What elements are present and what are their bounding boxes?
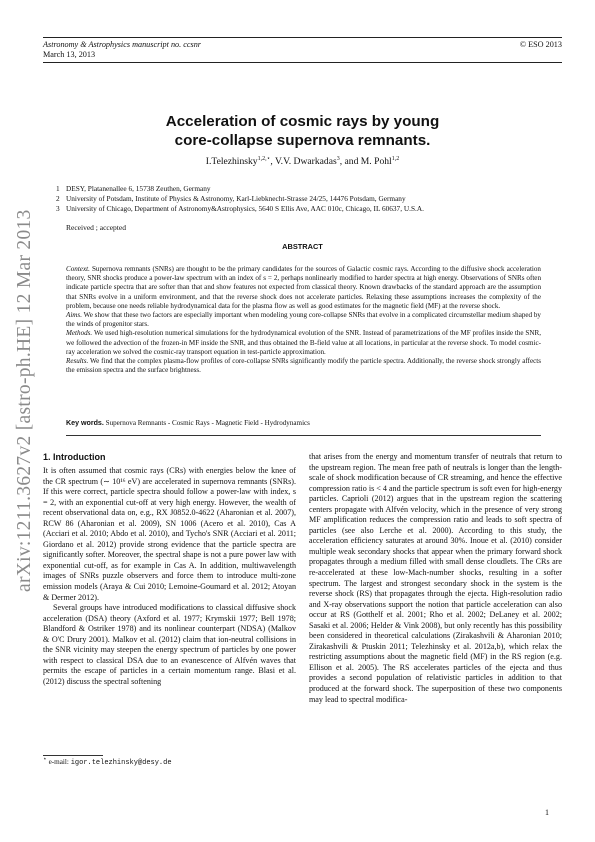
title-line-2: core-collapse supernova remnants. bbox=[174, 132, 431, 149]
author: V.V. Dwarkadas bbox=[274, 156, 337, 167]
received-line: Received ; accepted bbox=[66, 223, 126, 232]
abstract-context: Context. Supernova remnants (SNRs) are thought to be the primary candidates for the sources of Galactic cosmic rays. According to the diffusive shock acceleration theory, SNR shocks produce a power-law spectrum with an index of s = 2, perhaps nonlinearly modified to harder spectra at high energy. Observations of SNRs often indicate particle spectra that are softer than that and show features not expected from classical theory. Known drawbacks of the standard approach are the assumption that SNRs evolve in a uniform environment, and that the reverse shock does not accelerate particles. Relaxing these assumptions increases the complexity of the problem, because one needs reliable hydrodynamical data for the plasma flow as well as good estimates for the magnetic field (MF) at the reverse shock. bbox=[66, 265, 541, 310]
page-number: 1 bbox=[545, 808, 549, 817]
author: I.Telezhinsky bbox=[205, 156, 258, 167]
affiliation: 2 University of Potsdam, Institute of Physics & Astronomy, Karl-Liebknecht-Strasse 24/25, 14476 Potsdam, Germany bbox=[56, 194, 406, 203]
author-list: I.Telezhinsky$^{1,2,⋆}$, V.V. Dwarkadas$^3$, and M. Pohl$^{1,2}$ bbox=[205, 155, 400, 167]
right-column bbox=[309, 452, 562, 705]
paragraph: It is often assumed that cosmic rays (CRs) with energies below the knee of the CR spectrum (∼ 10¹⁶ eV) are accelerated in supernova remnants (SNRs). If this were correct, particle spectra should follow a power-law with index, s = 2, with an exponential cut-off at very high energy. However, the wealth of recent observational data on, e.g., RX J0852.0-4622 (Aharonian et al. 2007), RCW 86 (Aharonian et al. 2009), SN 1006 (Acero et al. 2010), Cas A (Acciari et al. 2010; Abdo et al. 2010), and Tycho's SNR (Acciari et al. 2011; Giordano et al. 2012) provide strong evidence that the particle spectra are significantly softer. Moreover, the spectral shape is not a pure power law with exponential cut-off, as for example in Cas A. In addition, multiwavelength images of SNRs puzzle observers and force them to introduce multi-zone emission models (Araya & Cui 2010; Lemoine-Goumard et al. 2012; Atoyan & Dermer 2012). bbox=[43, 466, 296, 602]
abstract-methods: Methods. We used high-resolution numerical simulations for the hydrodynamical evolution of the SNR. Instead of parametrizations of the MF profiles inside the SNR, we followed the advection of the frozen-in MF inside the SNR, and thus obtained the B-field value at all locations, in particular at the reverse shock. To model cosmic-ray acceleration we solved the cosmic-ray transport equation in test-particle approximation. bbox=[66, 329, 541, 356]
author-affil-mark: 3 bbox=[336, 155, 340, 162]
footnote-rule bbox=[43, 755, 103, 756]
paragraph: that arises from the energy and momentum transfer of neutrals that return to the upstream region. The mean free path of neutrals is longer than the length-scale of shock modification because of CR streaming, and hence the effective compression ratio is < 4 and the particle spectrum is soft even for high-energy particles. Caprioli (2012) argues that in the upstream region the scattering centers propagate with Alfvén velocity, which in the presence of very strong MF amplification reduces the compression ratio and leads to soft spectra of particles (see also Lerche et al. 2000). According to this study, the acceleration efficiency saturates at around 30%. Inoue et al. (2010) consider multiple weak secondary shocks that appear when the primary forward shock propagates through a medium filled with small dense cloudlets. The CRs are re-accelerated at these low-Mach-number shocks, resulting in a softer spectrum. The largest and strongest secondary shock in the system is the reverse shock (RS) that propagates through the ejecta. High-resolution radio and X-ray observations support the notion that particle acceleration can also occur at RS (Gotthelf et al. 2001; Rho et al. 2002; DeLaney et al. 2002; Sasaki et al. 2006; Helder & Vink 2008), but only recently has this possibility been considered in theoretical calculations (Zirakashvili & Aharonian 2010; Zirakashvili & Ptuskin 2011; Telezhinsky et al. 2012a,b), which relax the restricting assumptions about the magnetic field (MF) in the RS region (e.g. Ellison et al. 2005). The RS accelerates particles of the ejecta and thus provides a second population of relativistic particles in addition to that produced at the forward shock. The superposition of these two components may lead to spectral modifica- bbox=[309, 452, 562, 704]
author-affil-mark: 1,2 bbox=[391, 155, 400, 162]
keywords-label: Key words. bbox=[66, 419, 104, 427]
arxiv-stamp: arXiv:1211.3627v2 [astro-ph.HE] 12 Mar 2013 bbox=[14, 209, 35, 592]
left-column bbox=[43, 466, 296, 687]
abstract bbox=[66, 265, 541, 375]
abstract-aims: Aims. We show that these two factors are especially important when modeling young core-collapse SNRs that evolve in a complicated circumstellar medium shaped by the winds of progenitor stars. bbox=[66, 311, 541, 329]
affiliations bbox=[56, 184, 536, 214]
paper-title bbox=[43, 112, 562, 150]
affiliation: 1 DESY, Platanenallee 6, 15738 Zeuthen, Germany bbox=[56, 184, 211, 193]
keywords bbox=[66, 419, 541, 427]
abstract-heading: ABSTRACT bbox=[282, 242, 323, 251]
email-link[interactable]: igor.telezhinsky@desy.de bbox=[70, 759, 172, 767]
running-header bbox=[43, 40, 562, 60]
affiliation: 3 University of Chicago, Department of Astronomy&Astrophysics, 5640 S Ellis Ave, AAC 010c, Chicago, IL 60637, U.S.A. bbox=[56, 204, 424, 213]
paragraph: Several groups have introduced modifications to classical diffusive shock acceleration (DSA) theory (Axford et al. 1977; Krymskii 1977; Bell 1978; Blandford & Ostriker 1978) and its nonlinear counterpart (NDSA) (Malkov & O'C Drury 2001). Malkov et al. (2012) claim that ion-neutral collisions in the SNR vicinity may steepen the energy spectrum of particles by one power with respect to classical DSA due to an evanescence of Alfvén waves that permits the escape of particles in a certain momentum range. Blasi et al. (2012) discuss the spectral softening bbox=[43, 603, 296, 686]
copyright: © ESO 2013 bbox=[519, 40, 562, 49]
title-line-1: Acceleration of cosmic rays by young bbox=[165, 113, 440, 130]
header-rule-top bbox=[43, 37, 562, 38]
footnote: ⋆ e-mail: igor.telezhinsky@desy.de bbox=[43, 756, 172, 767]
author: M. Pohl bbox=[360, 156, 392, 167]
author-affil-mark: 1,2,⋆ bbox=[257, 155, 271, 162]
section-heading: 1. Introduction bbox=[43, 452, 106, 462]
abstract-results: Results. We find that the complex plasma-flow profiles of core-collapse SNRs significantly modify the particle spectra. Additionally, the reverse shock strongly affects the emission spectra and the surface brightness. bbox=[66, 357, 541, 375]
header-date: March 13, 2013 bbox=[43, 50, 96, 59]
header-rule-bottom bbox=[43, 62, 562, 63]
journal-line: Astronomy & Astrophysics manuscript no. ccsnr bbox=[43, 40, 201, 49]
abstract-rule bbox=[66, 435, 541, 436]
keywords-text: Supernova Remnants - Cosmic Rays - Magnetic Field - Hydrodynamics bbox=[105, 419, 310, 427]
